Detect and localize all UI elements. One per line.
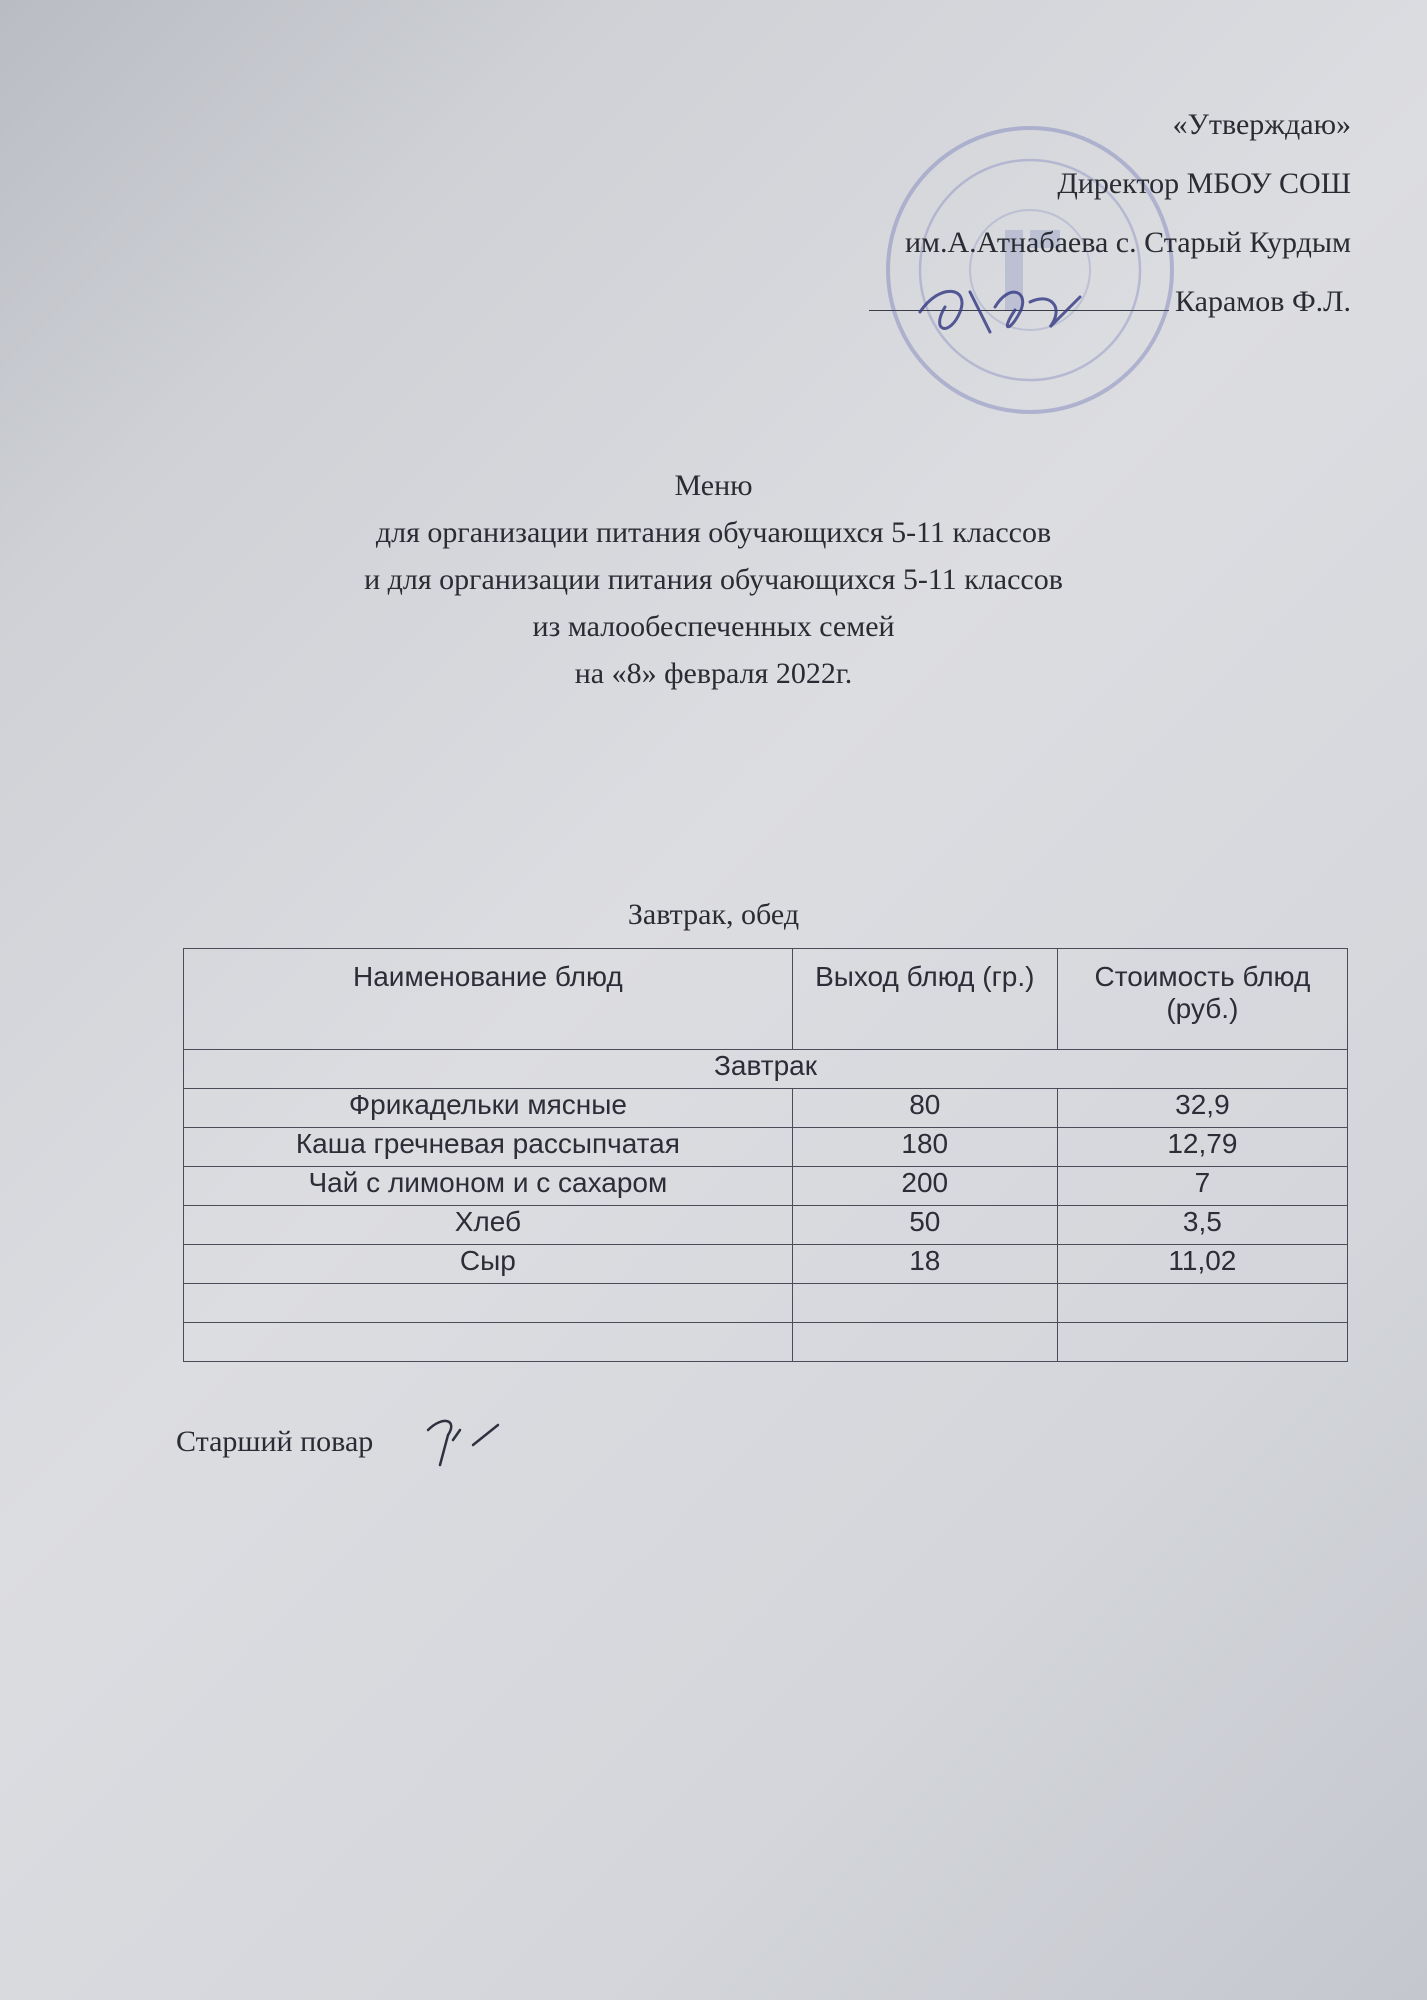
- dish-price: 11,02: [1057, 1245, 1347, 1284]
- title-purpose-1: для организации питания обучающихся 5-11 классов: [375, 516, 1052, 549]
- table-empty-row: [184, 1284, 1348, 1323]
- title-date: на «8» февраля 2022г.: [574, 657, 853, 690]
- table-row: [184, 1167, 1348, 1206]
- approval-position: Директор МБОУ СОШ: [1057, 167, 1351, 200]
- header-dish-name: Наименование блюд: [184, 949, 793, 1050]
- table-empty-row: [184, 1323, 1348, 1362]
- meal-caption: Завтрак, обед: [627, 898, 800, 931]
- dish-weight: 200: [792, 1167, 1057, 1206]
- cook-signature: [418, 1410, 508, 1470]
- table-header-row: [184, 949, 1348, 1050]
- dish-name: Чай с лимоном и с сахаром: [184, 1167, 793, 1206]
- header-weight: Выход блюд (гр.): [792, 949, 1057, 1050]
- table-row: [184, 1245, 1348, 1284]
- table-section-row: [184, 1050, 1348, 1089]
- dish-name: Каша гречневая рассыпчатая: [184, 1128, 793, 1167]
- dish-weight: 180: [792, 1128, 1057, 1167]
- empty-cell: [792, 1284, 1057, 1323]
- dish-weight: 18: [792, 1245, 1057, 1284]
- empty-cell: [184, 1323, 793, 1362]
- title-purpose-2: и для организации питания обучающихся 5-11 классов: [364, 563, 1063, 596]
- dish-price: 3,5: [1057, 1206, 1347, 1245]
- section-breakfast: Завтрак: [184, 1050, 1348, 1089]
- empty-cell: [184, 1284, 793, 1323]
- approval-school: им.А.Атнабаева с. Старый Курдым: [904, 226, 1351, 259]
- document-title: [0, 462, 1427, 697]
- approval-heading: «Утверждаю»: [1172, 108, 1351, 141]
- header-price: Стоимость блюд (руб.): [1057, 949, 1347, 1050]
- empty-cell: [792, 1323, 1057, 1362]
- dish-name: Фрикадельки мясные: [184, 1089, 793, 1128]
- empty-cell: [1057, 1323, 1347, 1362]
- dish-price: 32,9: [1057, 1089, 1347, 1128]
- dish-price: 7: [1057, 1167, 1347, 1206]
- dish-weight: 50: [792, 1206, 1057, 1245]
- table-row: [184, 1128, 1348, 1167]
- title-menu: Меню: [674, 469, 753, 502]
- director-signature: [900, 272, 1100, 342]
- dish-name: Сыр: [184, 1245, 793, 1284]
- dish-price: 12,79: [1057, 1128, 1347, 1167]
- dish-weight: 80: [792, 1089, 1057, 1128]
- senior-cook-label: Старший повар: [176, 1425, 374, 1458]
- title-purpose-3: из малообеспеченных семей: [532, 610, 895, 643]
- table-row: [184, 1206, 1348, 1245]
- dish-name: Хлеб: [184, 1206, 793, 1245]
- menu-table: [183, 948, 1348, 1362]
- table-row: [184, 1089, 1348, 1128]
- empty-cell: [1057, 1284, 1347, 1323]
- director-name: Карамов Ф.Л.: [1175, 285, 1351, 318]
